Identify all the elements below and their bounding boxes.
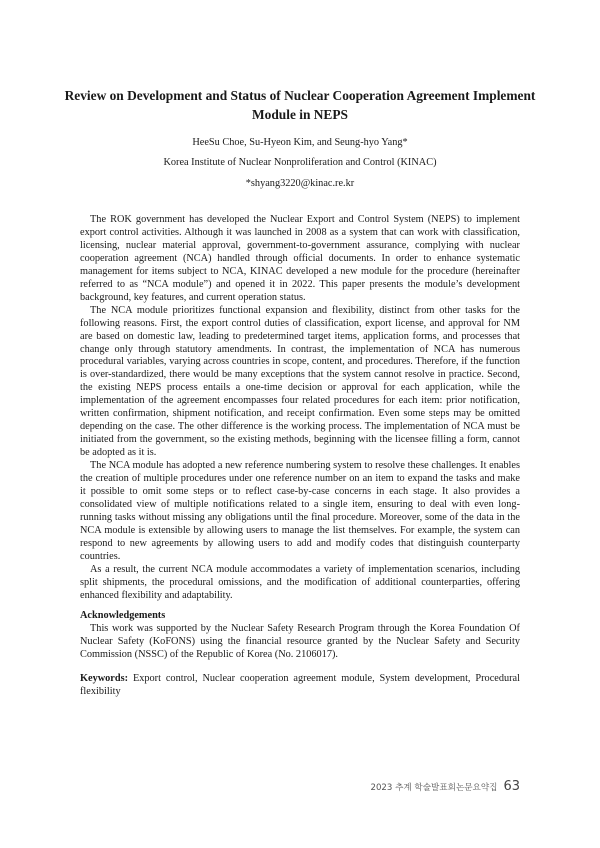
publication-name: 2023 추계 학술발표회논문요약집	[370, 783, 498, 793]
body-paragraph: The NCA module has adopted a new reference numbering system to resolve these challenges. It enables the creation of multiple procedures under one reference number on an item to expand the tasks and make it possible to omit some steps or to reflect case-by-case concerns in each stage. It also provides a consolidated view of multiple notifications related to a single item, ensuring to deal with even long-running tasks without missing any obligations until the final procedure. Moreover, some of the data in the NCA module is extensible by allowing users to manage the list themselves. For example, the system can respond to new agreements by allowing users to add and modify codes that distinguish counterparty countries.	[80, 460, 520, 562]
affiliation: Korea Institute of Nuclear Nonproliferation and Control (KINAC)	[163, 157, 437, 168]
keywords-text: Export control, Nuclear cooperation agreement module, System development, Procedural flexibility	[80, 673, 520, 697]
body-paragraph: As a result, the current NCA module accommodates a variety of implementation scenarios, including split shipments, the procedural omissions, and the modification of additional counterparties, offering enhanced flexibility and adaptability.	[80, 563, 520, 601]
body-paragraph: The ROK government has developed the Nuclear Export and Control System (NEPS) to implement export control activities. Although it was launched in 2008 as a system that can work with classification, licensing, nuclear material approval, government-to-government assurance, complying with nuclear cooperation agreement (NCA) handled through official documents. In order to enhance systematic management for items subject to NCA, KINAC developed a new module for the procedure (hereinafter referred to as “NCA module”) and opened it in 2022. This paper presents the module’s development background, key features, and current operation status.	[80, 214, 520, 303]
acknowledgements-text: This work was supported by the Nuclear Safety Research Program through the Korea Foundation Of Nuclear Safety (KoFONS) using the financial resource granted by the Nuclear Safety and Security Commission (NSSC) of the Republic of Korea (No. 2106017).	[80, 623, 520, 660]
acknowledgements-body	[80, 623, 520, 662]
paper-title: Review on Development and Status of Nuclear Cooperation Agreement Implement Module in NEPS	[64, 88, 536, 122]
acknowledgements-heading: Acknowledgements	[80, 610, 166, 621]
body-paragraph: The NCA module prioritizes functional expansion and flexibility, distinct from other tasks for the following reasons. First, the export control duties of classification, export license, and approval for NM are based on domestic law, leading to predetermined target items, application forms, and processes that change only through statutory amendments. In contrast, the implementation of NCA has numerous procedural variables, varying across countries in scope, content, and procedures. Therefore, if the function is over-standardized, there would be many exceptions that the system cannot resolve in practice. Second, the existing NEPS process entails a one-time decision or approval for each application, while the implementation of the agreement encompasses four related procedures for each item: prior notification, written confirmation, shipment notification, and receipt confirmation. Even some steps may be omitted depending on the case. The other difference is the working process. The implementation of NCA must be initiated from the government, so the existing methods, beginning with the licensee filling a form, cannot be adopted as it is.	[80, 304, 520, 459]
page-footer	[371, 779, 521, 794]
contact-email: *shyang3220@kinac.re.kr	[245, 178, 355, 189]
author-list: HeeSu Choe, Su-Hyeon Kim, and Seung-hyo Yang*	[192, 137, 408, 148]
page-number: 63	[503, 779, 520, 794]
keywords-section	[80, 673, 520, 699]
abstract-body	[80, 214, 520, 603]
keywords-label: Keywords:	[80, 673, 129, 684]
